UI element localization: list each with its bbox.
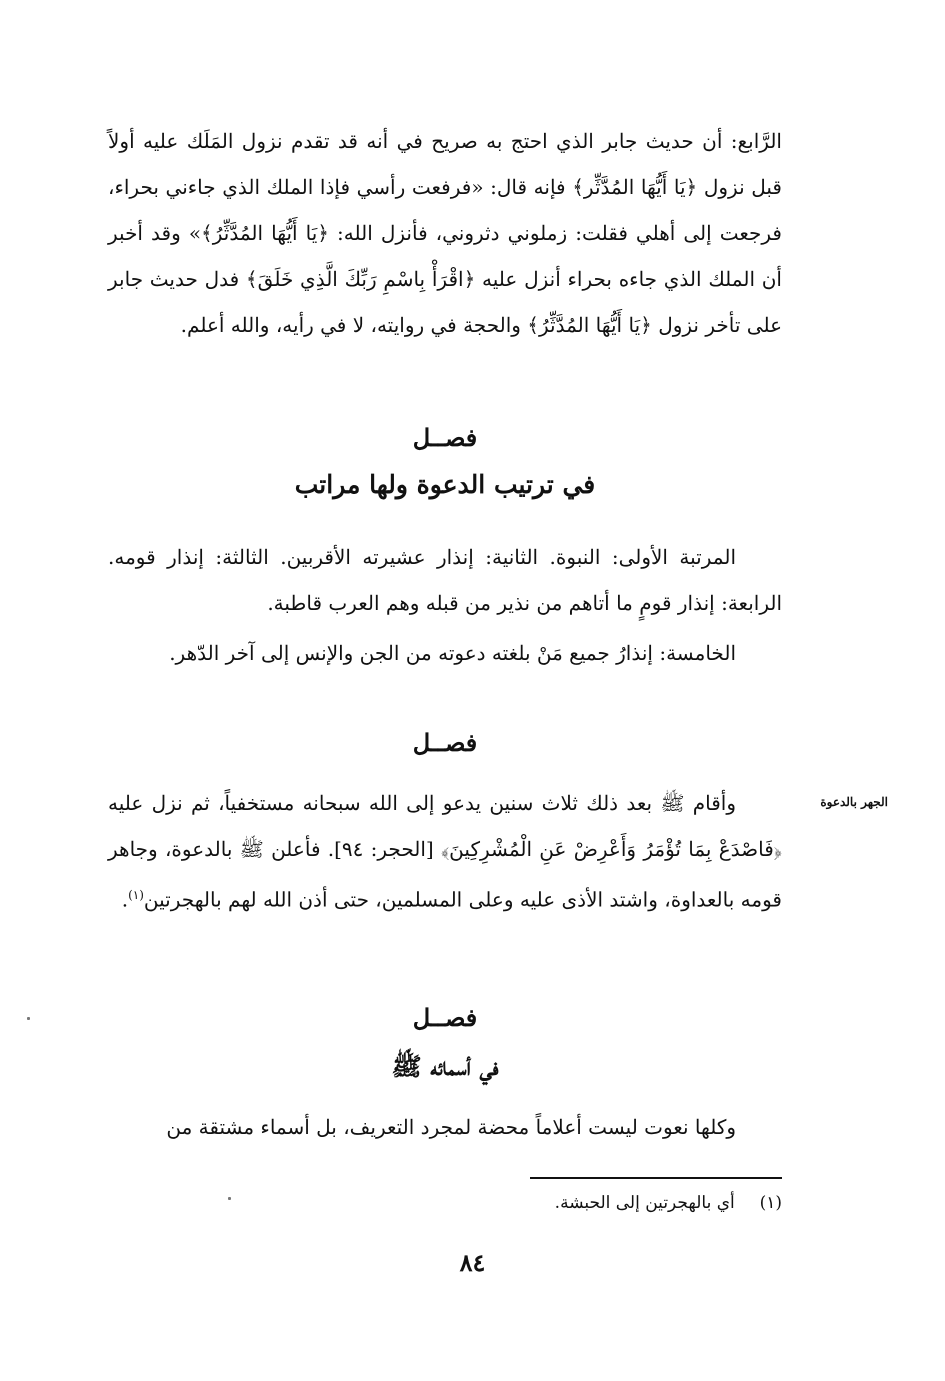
section-heading-fasl-3: فصــل — [412, 1003, 478, 1032]
section-subheading-dawah-stages: في ترتيب الدعوة ولها مراتب — [294, 470, 596, 499]
section-heading-fasl-2: فصــل — [412, 728, 478, 757]
paragraph-public-dawah — [108, 780, 782, 923]
paragraph-fourth-argument: الرَّابع: أن حديث جابر الذي احتج به صريح في أنه قد تقدم نزول المَلَك عليه أولاً قبل نزول ﴿يَا أَيُّهَا المُدَّثِّر﴾ فإنه قال: «فرفعت رأسي فإذا الملك الذي جاءني بحراء، فرجعت إلى أهلي فقلت: زملوني دثروني، فأنزل الله: ﴿يَا أَيُّهَا المُدَّثِّرُ﴾» وقد أخبر أن الملك الذي جاءه بحراء أنزل عليه ﴿اقْرَأْ بِاسْمِ رَبِّكَ الَّذِي خَلَقَ﴾ فدل حديث جابر على تأخر نزول ﴿يَا أَيُّهَا المُدَّثِّرُ﴾ والحجة في روايته، لا في رأيه، والله أعلم. — [108, 129, 782, 337]
paragraph-fifth-stage: الخامسة: إنذارُ جميع مَنْ بلغته دعوته من الجن والإنس إلى آخر الدّهر. — [169, 641, 736, 665]
footnote — [380, 1193, 782, 1213]
paragraph-public-dawah-text: وأقام ﷺ بعد ذلك ثلاث سنين يدعو إلى الله سبحانه مستخفياً، ثم نزل عليه ﴿فَاصْدَعْ بِمَا تُؤْمَرُ وَأَعْرِضْ عَنِ الْمُشْرِكِينَ﴾ [الحجر: ٩٤]. فأعلن ﷺ بالدعوة، وجاهر قومه بالعداوة، واشتد الأذى عليه وعلى المسلمين، حتى أذن الله لهم بالهجرتين — [108, 791, 782, 912]
paragraph-public-dawah-end: . — [121, 887, 129, 912]
paragraph-stages: المرتبة الأولى: النبوة. الثانية: إنذار عشيرته الأقربين. الثالثة: إنذار قومه. الرابعة: إنذار قومٍ ما أتاهم من نذير من قبله وهم العرب قاطبة. — [108, 545, 782, 615]
scan-speck — [27, 1017, 30, 1020]
section-subheading-names: في أسمائه ﷺ — [391, 1052, 499, 1081]
paragraph-names: وكلها نعوت ليست أعلاماً محضة لمجرد التعريف، بل أسماء مشتقة من — [166, 1115, 736, 1139]
scan-speck — [228, 1197, 231, 1200]
margin-note-public-dawah: الجهر بالدعوة — [820, 795, 888, 809]
footnote-text: أي بالهجرتين إلى الحبشة. — [554, 1193, 735, 1213]
stages-text-block — [108, 534, 782, 676]
section-heading-fasl-1: فصــل — [412, 423, 478, 452]
footnote-separator — [530, 1177, 782, 1179]
footnote-reference: (١) — [128, 888, 144, 902]
public-dawah-text-block — [108, 780, 782, 923]
names-text-block — [108, 1104, 782, 1150]
footnote-number: (١) — [759, 1193, 782, 1213]
page-number: ٨٤ — [459, 1248, 486, 1277]
